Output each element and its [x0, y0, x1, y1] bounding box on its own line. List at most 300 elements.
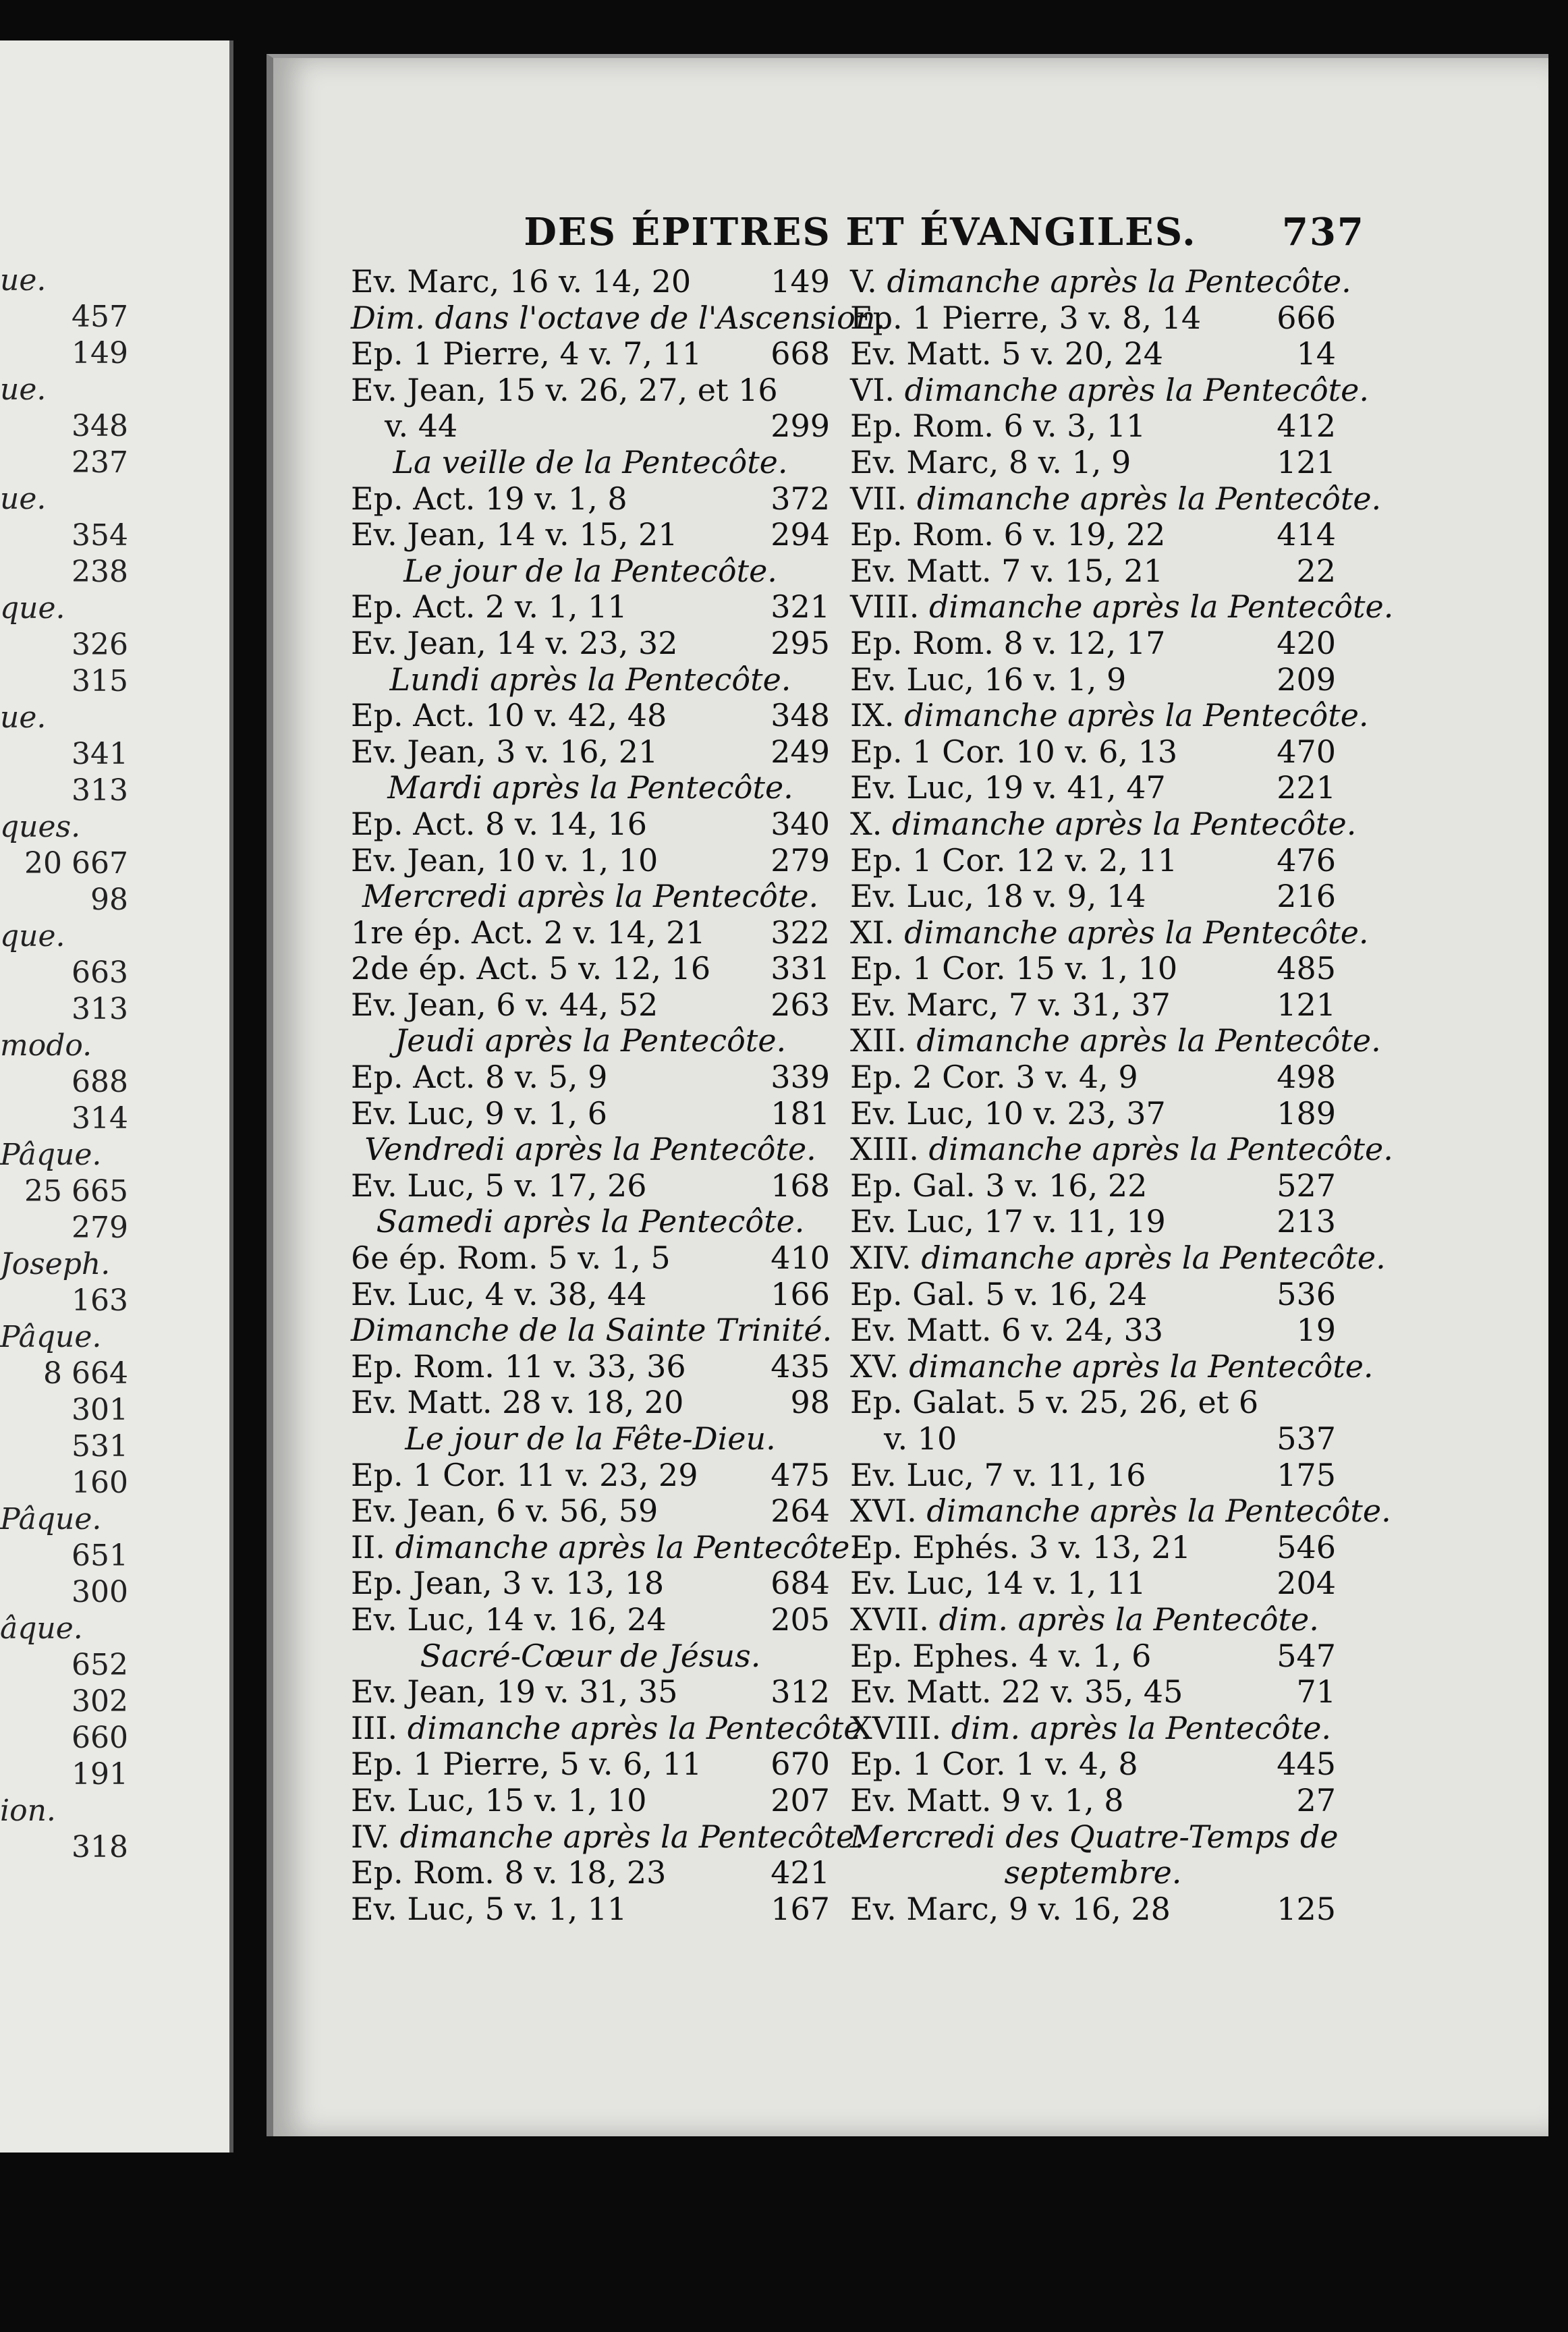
index-row — [351, 1421, 830, 1458]
sunday-heading — [351, 1818, 864, 1856]
page-reference: 299 — [771, 408, 830, 445]
index-row — [850, 805, 1357, 843]
page-reference: 412 — [1277, 408, 1336, 445]
page-reference: 348 — [771, 697, 830, 734]
facing-page-text: 531 — [72, 1429, 128, 1464]
index-column-2 — [850, 263, 1394, 1927]
reading-reference: Ep. Gal. 5 v. 16, 24 — [850, 1275, 1148, 1312]
reading-reference: Ev. Luc, 18 v. 9, 14 — [850, 878, 1146, 915]
sunday-number: XV. — [850, 1348, 899, 1385]
index-row — [850, 1674, 1336, 1711]
facing-page-text: 25 665 — [24, 1174, 128, 1209]
sunday-title: dimanche après la Pentecôte. — [892, 805, 1357, 842]
sunday-number: VI. — [850, 371, 895, 408]
page-reference: 475 — [771, 1456, 830, 1493]
page-reference: 121 — [1277, 986, 1336, 1023]
sunday-number: III. — [351, 1709, 398, 1746]
section-heading: Le jour de la Pentecôte. — [403, 552, 777, 589]
facing-page-text: 20 667 — [24, 846, 128, 881]
reading-reference: Ev. Jean, 15 v. 26, 27, et 16 — [351, 371, 778, 408]
facing-page-text: que. — [0, 591, 65, 626]
reading-reference: Ep. Galat. 5 v. 25, 26, et 6 — [850, 1384, 1259, 1421]
index-row — [850, 336, 1336, 372]
sunday-number: IX. — [850, 697, 895, 734]
sunday-title: dimanche après la Pentecôte. — [916, 1022, 1381, 1059]
section-heading: Mercredi après la Pentecôte. — [362, 878, 819, 915]
sunday-heading — [850, 914, 1369, 951]
facing-page-text: ue. — [0, 372, 47, 407]
facing-page-text: 301 — [72, 1393, 128, 1427]
header-title: DES ÉPITRES ET ÉVANGILES. — [524, 210, 1197, 254]
facing-page-text: 315 — [72, 664, 128, 698]
index-row — [351, 1385, 830, 1421]
index-row — [850, 1096, 1336, 1132]
sunday-number: XIV. — [850, 1240, 912, 1277]
index-row — [850, 1312, 1336, 1349]
page-reference: 421 — [771, 1854, 830, 1891]
facing-page-text: ue. — [0, 482, 47, 516]
facing-page-text: Pâque. — [0, 1502, 102, 1536]
reading-reference: Ep. 1 Pierre, 3 v. 8, 14 — [850, 299, 1202, 336]
index-row — [850, 1891, 1336, 1928]
page-reference: 339 — [771, 1059, 830, 1096]
page-reference: 166 — [771, 1275, 830, 1312]
reading-reference: Ep. 1 Cor. 15 v. 1, 10 — [850, 950, 1178, 987]
sunday-title: dimanche après la Pentecôte. — [904, 914, 1369, 951]
page-reference: 294 — [771, 516, 830, 553]
sunday-heading — [850, 480, 1382, 518]
reading-reference: Ep. 1 Cor. 11 v. 23, 29 — [351, 1456, 698, 1493]
index-row — [351, 915, 830, 951]
sunday-heading — [850, 588, 1394, 626]
reading-reference: Ev. Luc, 9 v. 1, 6 — [351, 1094, 607, 1132]
facing-page-text: 302 — [72, 1684, 128, 1719]
facing-page-text: âque. — [0, 1611, 83, 1646]
page-reference: 263 — [771, 986, 830, 1023]
page-reference: 209 — [1277, 661, 1336, 698]
sunday-number: XII. — [850, 1022, 907, 1059]
facing-page-text: 98 — [90, 883, 128, 917]
reading-reference: Ep. 1 Cor. 10 v. 6, 13 — [850, 733, 1178, 770]
index-row — [850, 480, 1382, 518]
index-row — [850, 879, 1336, 915]
index-row — [850, 1783, 1336, 1819]
reading-reference: Ev. Luc, 5 v. 1, 11 — [351, 1890, 627, 1927]
page-number: 737 — [1282, 210, 1365, 254]
index-row — [850, 1493, 1391, 1530]
reading-reference: Ev. Marc, 7 v. 31, 37 — [850, 986, 1171, 1023]
reading-reference: Ev. Matt. 5 v. 20, 24 — [850, 335, 1164, 372]
section-heading: Samedi après la Pentecôte. — [376, 1203, 805, 1240]
index-row — [850, 770, 1336, 806]
sunday-title: dimanche après la Pentecôte. — [904, 697, 1369, 734]
index-row — [351, 770, 830, 806]
index-row — [351, 843, 830, 879]
page-reference: 470 — [1277, 733, 1336, 770]
sunday-number: XVII. — [850, 1601, 929, 1638]
index-row — [850, 553, 1336, 590]
facing-page-text: 313 — [72, 992, 128, 1026]
reading-reference: v. 10 — [884, 1420, 957, 1457]
facing-page-text: 663 — [72, 955, 128, 990]
reading-reference: Ev. Jean, 14 v. 15, 21 — [351, 516, 678, 553]
page-reference: 485 — [1277, 950, 1336, 987]
reading-reference: Ev. Jean, 19 v. 31, 35 — [351, 1673, 678, 1711]
reading-reference: Ep. 1 Cor. 12 v. 2, 11 — [850, 841, 1178, 879]
reading-reference: Ep. Rom. 6 v. 19, 22 — [850, 516, 1166, 553]
sunday-number: XVI. — [850, 1493, 917, 1530]
page-reference: 98 — [790, 1384, 830, 1421]
reading-reference: Ep. Rom. 11 v. 33, 36 — [351, 1348, 686, 1385]
page-reference: 312 — [771, 1673, 830, 1711]
reading-reference: Ep. Act. 19 v. 1, 8 — [351, 480, 627, 517]
facing-page-text: 160 — [72, 1466, 128, 1500]
index-row — [351, 1783, 830, 1819]
reading-reference: 1re ép. Act. 2 v. 14, 21 — [351, 914, 706, 951]
reading-reference: Ev. Matt. 9 v. 1, 8 — [850, 1781, 1124, 1819]
page-reference: 536 — [1277, 1275, 1336, 1312]
index-row — [351, 987, 830, 1024]
page-reference: 537 — [1277, 1420, 1336, 1457]
page-reference: 527 — [1277, 1167, 1336, 1204]
running-header — [273, 210, 1447, 271]
facing-page-text: que. — [0, 919, 65, 953]
sunday-heading — [850, 697, 1369, 734]
index-row — [850, 1059, 1336, 1096]
index-row — [351, 1602, 830, 1638]
index-row — [351, 408, 830, 445]
index-row — [850, 1530, 1336, 1566]
page-reference: 476 — [1277, 841, 1336, 879]
index-row — [850, 734, 1336, 771]
page-reference: 670 — [771, 1746, 830, 1783]
page-reference: 168 — [771, 1167, 830, 1204]
page-reference: 322 — [771, 914, 830, 951]
page-reference: 295 — [771, 624, 830, 661]
index-row — [351, 1349, 830, 1385]
sunday-number: IV. — [351, 1818, 390, 1855]
reading-reference: 2de ép. Act. 5 v. 12, 16 — [351, 950, 711, 987]
sunday-heading — [850, 1493, 1391, 1530]
index-row — [351, 372, 830, 409]
reading-reference: Ev. Marc, 9 v. 16, 28 — [850, 1890, 1171, 1927]
sunday-heading — [850, 1602, 1336, 1638]
facing-page-text: 318 — [72, 1830, 128, 1864]
section-heading: La veille de la Pentecôte. — [393, 443, 788, 480]
facing-page-text: 651 — [72, 1538, 128, 1573]
index-row — [850, 1168, 1336, 1204]
reading-reference: Ev. Matt. 7 v. 15, 21 — [850, 552, 1164, 589]
page-reference: 249 — [771, 733, 830, 770]
reading-reference: Ep. 1 Pierre, 4 v. 7, 11 — [351, 335, 702, 372]
reading-reference: Ep. 1 Cor. 1 v. 4, 8 — [850, 1746, 1138, 1783]
sunday-title: dim. après la Pentecôte. — [951, 1709, 1332, 1746]
reading-reference: Ev. Luc, 16 v. 1, 9 — [850, 661, 1127, 698]
page-reference: 264 — [771, 1493, 830, 1530]
index-row — [850, 1855, 1336, 1891]
index-row — [351, 1168, 830, 1204]
index-row — [351, 1204, 830, 1240]
page-reference: 189 — [1277, 1094, 1336, 1132]
index-row — [351, 299, 886, 337]
section-heading: Dimanche de la Sainte Trinité. — [351, 1312, 833, 1349]
page-reference: 204 — [1277, 1565, 1336, 1602]
index-row — [351, 1638, 830, 1675]
facing-page-text: 149 — [72, 336, 128, 370]
page-reference: 445 — [1277, 1746, 1336, 1783]
page-reference: 410 — [771, 1240, 830, 1277]
sunday-number: II. — [351, 1528, 385, 1565]
reading-reference: Ev. Marc, 8 v. 1, 9 — [850, 443, 1131, 480]
facing-page-text: 660 — [72, 1721, 128, 1755]
index-row — [850, 408, 1336, 445]
sunday-title: dimanche après la Pentecôte. — [926, 1493, 1391, 1530]
page-reference: 372 — [771, 480, 830, 517]
facing-page-text: 8 664 — [43, 1356, 128, 1391]
reading-reference: Ep. Act. 2 v. 1, 11 — [351, 588, 627, 626]
section-heading: septembre. — [1004, 1854, 1182, 1891]
index-row — [351, 336, 830, 372]
index-row — [850, 1565, 1336, 1602]
reading-reference: Ep. Ephes. 4 v. 1, 6 — [850, 1637, 1152, 1674]
page-reference: 216 — [1277, 878, 1336, 915]
sunday-title: dimanche après la Pentecôte. — [395, 1528, 860, 1565]
reading-reference: Ev. Jean, 6 v. 44, 52 — [351, 986, 659, 1023]
index-row — [351, 734, 830, 771]
reading-reference: Ep. Rom. 8 v. 18, 23 — [351, 1854, 667, 1891]
index-row — [850, 1348, 1374, 1385]
index-row — [351, 589, 830, 626]
reading-reference: Ev. Matt. 22 v. 35, 45 — [850, 1673, 1183, 1711]
sunday-title: dim. après la Pentecôte. — [939, 1601, 1319, 1638]
index-row — [351, 1855, 830, 1891]
reading-reference: Ev. Luc, 15 v. 1, 10 — [351, 1781, 647, 1819]
page-reference: 498 — [1277, 1059, 1336, 1096]
facing-page-text: 314 — [72, 1101, 128, 1136]
reading-reference: Ev. Luc, 14 v. 1, 11 — [850, 1565, 1146, 1602]
index-row — [850, 626, 1336, 662]
page-reference: 149 — [771, 263, 830, 300]
index-row — [351, 1674, 830, 1711]
index-row — [850, 987, 1336, 1024]
index-row — [351, 1891, 830, 1928]
facing-page-fragment — [0, 40, 233, 2153]
section-heading: Mardi après la Pentecôte. — [387, 769, 793, 806]
index-row — [351, 1059, 830, 1096]
index-row — [850, 1711, 1336, 1747]
facing-page-text: 238 — [72, 555, 128, 589]
reading-reference: Ev. Jean, 10 v. 1, 10 — [351, 841, 659, 879]
index-row — [850, 1240, 1386, 1277]
page-reference: 167 — [771, 1890, 830, 1927]
index-row — [850, 588, 1394, 626]
facing-page-text: 300 — [72, 1575, 128, 1609]
sunday-title: dimanche après la Pentecôte. — [904, 371, 1370, 408]
index-row — [850, 1022, 1381, 1059]
facing-page-text: 326 — [72, 628, 128, 662]
reading-reference: Ev. Jean, 3 v. 16, 21 — [351, 733, 659, 770]
index-row — [351, 1493, 830, 1530]
reading-reference: Ev. Luc, 7 v. 11, 16 — [850, 1456, 1146, 1493]
reading-reference: Ep. Rom. 6 v. 3, 11 — [850, 408, 1146, 445]
section-heading: Sacré-Cœur de Jésus. — [420, 1637, 761, 1674]
page-reference: 27 — [1296, 1781, 1336, 1819]
sunday-number: XI. — [850, 914, 895, 951]
page-reference: 546 — [1277, 1528, 1336, 1565]
facing-page-text: Pâque. — [0, 1320, 102, 1354]
index-row — [850, 1204, 1336, 1240]
reading-reference: Ep. Gal. 3 v. 16, 22 — [850, 1167, 1148, 1204]
facing-page-text: 163 — [72, 1283, 128, 1318]
index-row — [850, 263, 1351, 300]
reading-reference: Ev. Luc, 4 v. 38, 44 — [351, 1275, 647, 1312]
reading-reference: Ev. Luc, 14 v. 16, 24 — [351, 1601, 667, 1638]
page-reference: 684 — [771, 1565, 830, 1602]
index-row — [850, 1602, 1336, 1638]
index-row — [351, 1709, 872, 1747]
facing-page-text: Pâque. — [0, 1138, 102, 1172]
index-row — [351, 1023, 830, 1059]
reading-reference: v. 44 — [385, 408, 458, 445]
reading-reference: 6e ép. Rom. 5 v. 1, 5 — [351, 1240, 671, 1277]
index-row — [850, 951, 1336, 987]
facing-page-text: 313 — [72, 773, 128, 808]
index-row — [351, 1458, 830, 1494]
index-row — [351, 626, 830, 662]
page-reference: 414 — [1277, 516, 1336, 553]
facing-page-text: 457 — [72, 300, 128, 334]
sunday-title: dimanche après la Pentecôte. — [928, 588, 1394, 626]
page-reference: 213 — [1277, 1203, 1336, 1240]
sunday-heading — [850, 263, 1351, 300]
facing-page-text: modo. — [0, 1028, 92, 1063]
sunday-title: dimanche après la Pentecôte. — [928, 1131, 1393, 1168]
sunday-number: XIII. — [850, 1131, 919, 1168]
page-reference: 279 — [771, 841, 830, 879]
reading-reference: Ep. 2 Cor. 3 v. 4, 9 — [850, 1059, 1138, 1096]
index-row — [351, 1240, 830, 1277]
index-row — [850, 1277, 1336, 1313]
index-row — [850, 662, 1336, 698]
section-heading: Mercredi des Quatre-Temps de — [850, 1818, 1339, 1855]
page-reference: 420 — [1277, 624, 1336, 661]
facing-page-text: 688 — [72, 1065, 128, 1099]
sunday-title: dimanche après la Pentecôte. — [407, 1709, 872, 1746]
index-row — [850, 371, 1370, 409]
index-row — [850, 1458, 1336, 1494]
page-reference: 19 — [1296, 1312, 1336, 1349]
page-reference: 666 — [1277, 299, 1336, 336]
page-reference: 321 — [771, 588, 830, 626]
index-row — [351, 1818, 864, 1856]
index-row — [351, 879, 830, 915]
sunday-number: XVIII. — [850, 1709, 942, 1746]
page-reference: 125 — [1277, 1890, 1336, 1927]
index-row — [850, 914, 1369, 951]
index-row — [850, 1818, 1339, 1856]
sunday-title: dimanche après la Pentecôte. — [909, 1348, 1374, 1385]
sunday-heading — [850, 371, 1370, 409]
reading-reference: Ev. Luc, 17 v. 11, 19 — [850, 1203, 1166, 1240]
index-row — [351, 264, 830, 300]
facing-page-text: 279 — [72, 1211, 128, 1245]
sunday-heading — [850, 1711, 1336, 1747]
index-row — [351, 662, 830, 698]
reading-reference: Ep. Act. 8 v. 5, 9 — [351, 1059, 608, 1096]
index-row — [351, 553, 830, 590]
sunday-title: dimanche après la Pentecôte. — [887, 263, 1351, 300]
reading-reference: Ev. Matt. 6 v. 24, 33 — [850, 1312, 1164, 1349]
reading-reference: Ev. Luc, 5 v. 17, 26 — [351, 1167, 647, 1204]
facing-page-text: 348 — [72, 409, 128, 443]
page-reference: 175 — [1277, 1456, 1336, 1493]
section-heading: Lundi après la Pentecôte. — [389, 661, 791, 698]
facing-page-text: ques. — [0, 810, 81, 844]
page-reference: 547 — [1277, 1637, 1336, 1674]
sunday-number: VIII. — [850, 588, 920, 626]
facing-page-text: 341 — [72, 737, 128, 771]
sunday-heading — [351, 1709, 872, 1747]
page-reference: 14 — [1296, 335, 1336, 372]
reading-reference: Ev. Luc, 19 v. 41, 47 — [850, 769, 1166, 806]
section-heading: Le jour de la Fête-Dieu. — [405, 1420, 776, 1457]
sunday-heading — [850, 1022, 1381, 1059]
page-reference: 121 — [1277, 443, 1336, 480]
page-reference: 71 — [1296, 1673, 1336, 1711]
facing-page-text: ue. — [0, 263, 47, 298]
reading-reference: Ev. Jean, 6 v. 56, 59 — [351, 1493, 659, 1530]
sunday-heading — [850, 1131, 1393, 1168]
sunday-heading — [351, 1528, 860, 1566]
index-row — [351, 1277, 830, 1313]
index-row — [850, 697, 1369, 734]
sunday-title: dimanche après la Pentecôte. — [916, 480, 1382, 517]
index-row — [850, 300, 1336, 337]
facing-page-text: ion. — [0, 1794, 56, 1828]
reading-reference: Ep. Jean, 3 v. 13, 18 — [351, 1565, 665, 1602]
sunday-number: V. — [850, 263, 877, 300]
index-row — [351, 951, 830, 987]
index-row — [351, 1312, 833, 1349]
page-reference: 221 — [1277, 769, 1336, 806]
index-row — [351, 806, 830, 843]
index-row — [850, 445, 1336, 481]
reading-reference: Ep. 1 Pierre, 5 v. 6, 11 — [351, 1746, 702, 1783]
index-row — [351, 1096, 830, 1132]
reading-reference: Ev. Marc, 16 v. 14, 20 — [351, 263, 692, 300]
reading-reference: Ev. Jean, 14 v. 23, 32 — [351, 624, 678, 661]
sunday-heading — [850, 1348, 1374, 1385]
sunday-heading — [850, 1240, 1386, 1277]
index-row — [850, 1638, 1336, 1675]
index-row — [850, 843, 1336, 879]
page-reference: 435 — [771, 1348, 830, 1385]
index-row — [351, 517, 830, 553]
page-reference: 181 — [771, 1094, 830, 1132]
index-row — [850, 1385, 1336, 1421]
reading-reference: Ep. Ephés. 3 v. 13, 21 — [850, 1528, 1191, 1565]
sunday-title: dimanche après la Pentecôte. — [399, 1818, 864, 1855]
facing-page-text: 237 — [72, 445, 128, 480]
section-heading: Vendredi après la Pentecôte. — [364, 1131, 816, 1168]
reading-reference: Ep. Act. 8 v. 14, 16 — [351, 805, 647, 842]
index-row — [850, 1131, 1393, 1168]
reading-reference: Ep. Act. 10 v. 42, 48 — [351, 697, 667, 734]
page-reference: 331 — [771, 950, 830, 987]
facing-page-text: ue. — [0, 700, 47, 735]
facing-page-text: 354 — [72, 518, 128, 553]
page-reference: 668 — [771, 335, 830, 372]
